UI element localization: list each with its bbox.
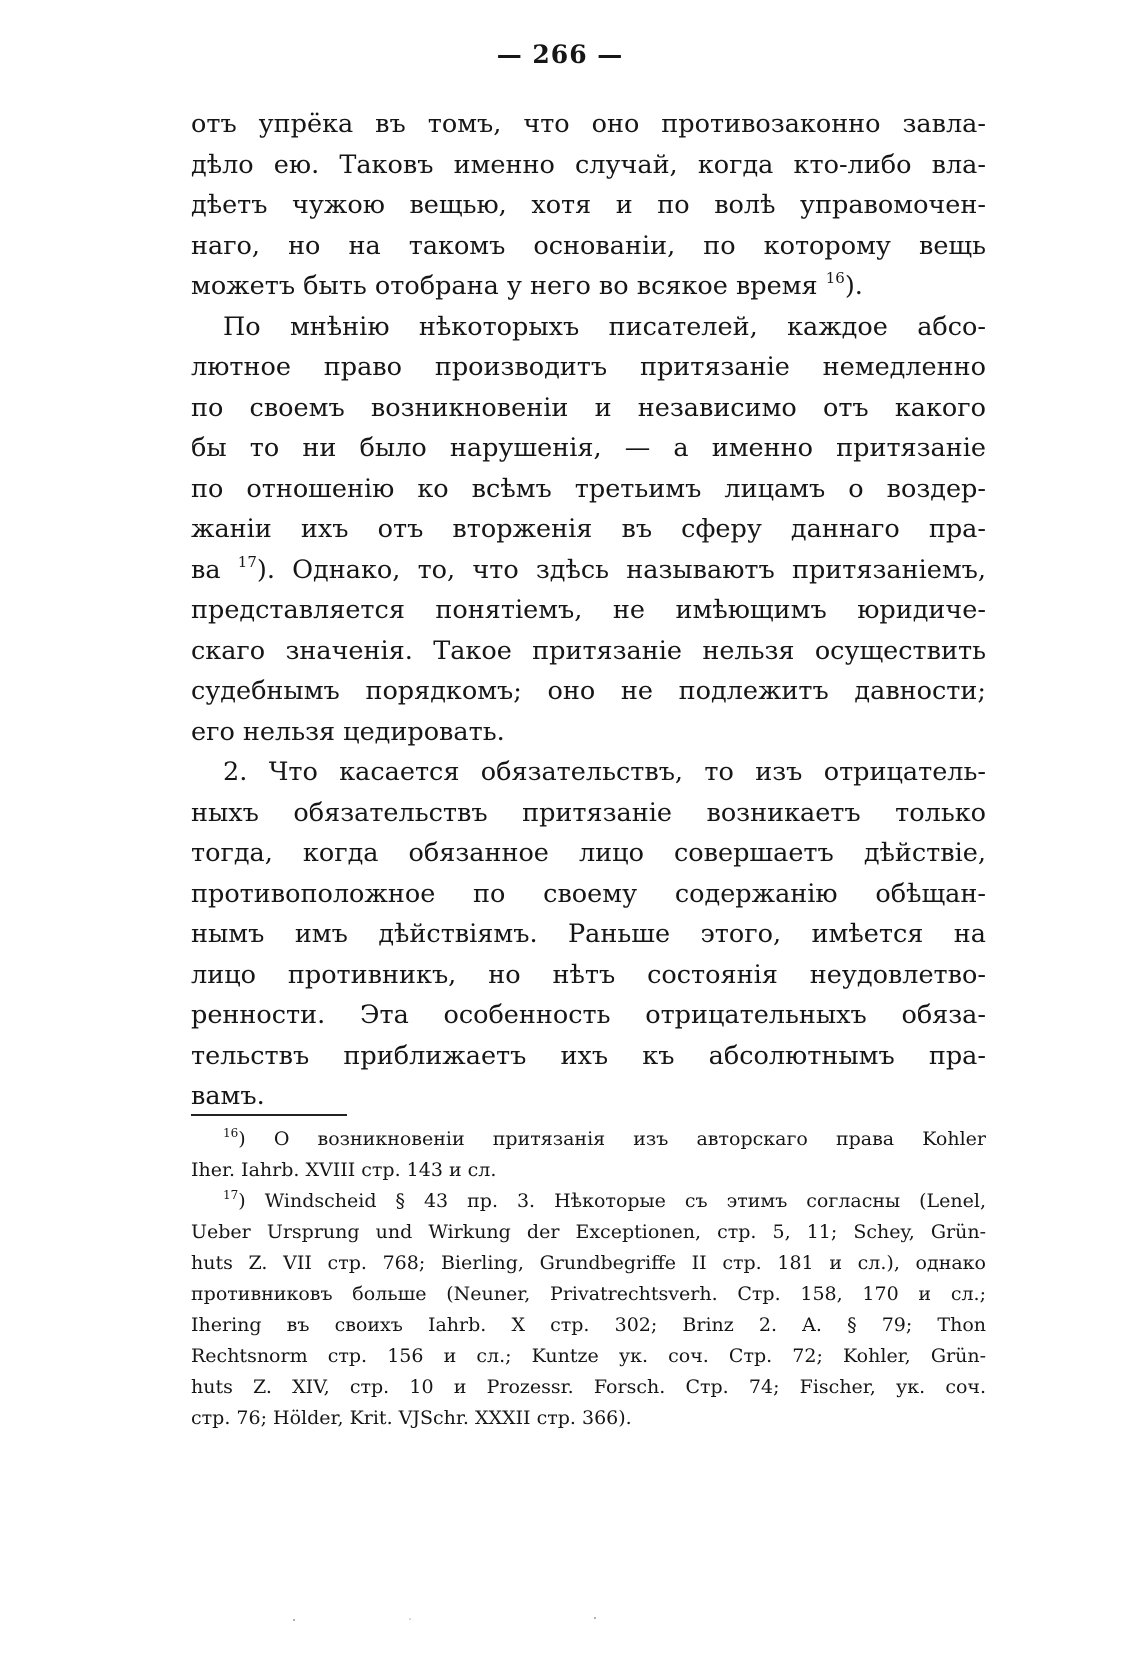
footnote-text: О возникновеніи притязанія изъ авторскаго права Kohler	[273, 1128, 986, 1150]
footnote-mark-17: 17	[223, 1188, 239, 1202]
text-fragment: ва	[191, 554, 221, 585]
text-line: дѣетъ чужою вещью, хотя и по волѣ управомочен-	[191, 190, 986, 220]
text-fragment: можетъ быть отобрана у него во всякое время	[191, 271, 818, 301]
text-line: дѣло ею. Таковъ именно случай, когда кто-либо вла-	[191, 149, 986, 180]
text-line: наго, но на такомъ основаніи, по которому вещь	[191, 230, 986, 261]
text-line: жаніи ихъ отъ вторженія въ сферу даннаго пра-	[191, 514, 986, 544]
footnote-line	[191, 1186, 986, 1217]
text-line: отъ упрёка въ томъ, что оно противозаконно завла-	[191, 109, 986, 139]
text-line: 2. Что касается обязательствъ, то изъ отрицатель-	[223, 757, 986, 787]
text-line: тельствъ приближаетъ ихъ къ абсолютнымъ пра-	[191, 1040, 986, 1071]
text-line: бы то ни было нарушенія, — а именно притязаніе	[191, 433, 986, 463]
text-line: По мнѣнію нѣкоторыхъ писателей, каждое абсо-	[223, 311, 986, 342]
footnote-line: стр. 76; Hölder, Krit. VJSchr. XXXII стр. 366).	[191, 1407, 632, 1429]
footnote-line: huts Z. XIV, стр. 10 и Prozessr. Forsch. Стр. 74; Fischer, ук. соч.	[191, 1376, 986, 1398]
footnote-close: )	[238, 1128, 246, 1150]
text-line	[191, 550, 986, 591]
footnote-line: Ueber Ursprung und Wirkung der Exceptionen, стр. 5, 11; Schey, Grün-	[191, 1221, 986, 1243]
text-line: тогда, когда обязанное лицо совершаетъ дѣйствіе,	[191, 838, 986, 868]
text-line: противоположное по своему содержанію обѣщан-	[191, 878, 986, 909]
footnote-ref-17: 17	[237, 552, 257, 571]
footnote-divider	[191, 1114, 347, 1116]
text-line: ренности. Эта особенность отрицательныхъ обяза-	[191, 1000, 986, 1030]
text-line: нымъ имъ дѣйствіямъ. Раньше этого, имѣется на	[191, 919, 986, 949]
text-line: лицо противникъ, но нѣтъ состоянія неудовлетво-	[191, 959, 986, 990]
text-line: его нельзя цедировать.	[191, 716, 505, 747]
footnotes	[191, 1124, 986, 1434]
text-line: вамъ.	[191, 1081, 265, 1111]
text-line: по отношенію ко всѣмъ третьимъ лицамъ о воздер-	[191, 473, 986, 504]
footnote-mark-16: 16	[223, 1126, 239, 1140]
text-line: судебнымъ порядкомъ; оно не подлежитъ давности;	[191, 676, 986, 706]
footnote-line: Ihering въ своихъ Iahrb. X стр. 302; Brinz 2. A. § 79; Thon	[191, 1314, 986, 1336]
footnote-ref-16: 16	[825, 269, 845, 287]
footnote-line: противниковъ больше (Neuner, Privatrechtsverh. Стр. 158, 170 и сл.;	[191, 1283, 986, 1305]
text-fragment: . Однако, то, что здѣсь называютъ притязаніемъ,	[266, 554, 986, 585]
text-line: лютное право производитъ притязаніе немедленно	[191, 352, 986, 382]
footnote-line: Rechtsnorm стр. 156 и сл.; Kuntze ук. соч. Стр. 72; Kohler, Grün-	[191, 1345, 986, 1367]
main-text	[191, 104, 986, 1117]
footnote-close: )	[238, 1190, 246, 1212]
text-line: представляется понятіемъ, не имѣющимъ юридиче-	[191, 595, 986, 625]
text-line	[191, 266, 986, 307]
footnote-text: Windscheid § 43 пр. 3. Нѣкоторые съ этимъ согласны (Lenel,	[264, 1190, 986, 1212]
print-specks	[290, 1614, 620, 1624]
text-line: по своемъ возникновеніи и независимо отъ какого	[191, 392, 986, 423]
text-line: ныхъ обязательствъ притязаніе возникаетъ только	[191, 797, 986, 828]
text-line: скаго значенія. Такое притязаніе нельзя осуществить	[191, 635, 986, 666]
footnote-line: huts Z. VII стр. 768; Bierling, Grundbegriffe II стр. 181 и сл.), однако	[191, 1252, 986, 1274]
footnote-line	[191, 1124, 986, 1155]
footnote-line: Iher. Iahrb. XVIII стр. 143 и сл.	[191, 1159, 497, 1181]
text-fragment: )	[256, 554, 267, 585]
text-fragment: ).	[844, 271, 863, 301]
page-number: — 266 —	[496, 40, 624, 69]
